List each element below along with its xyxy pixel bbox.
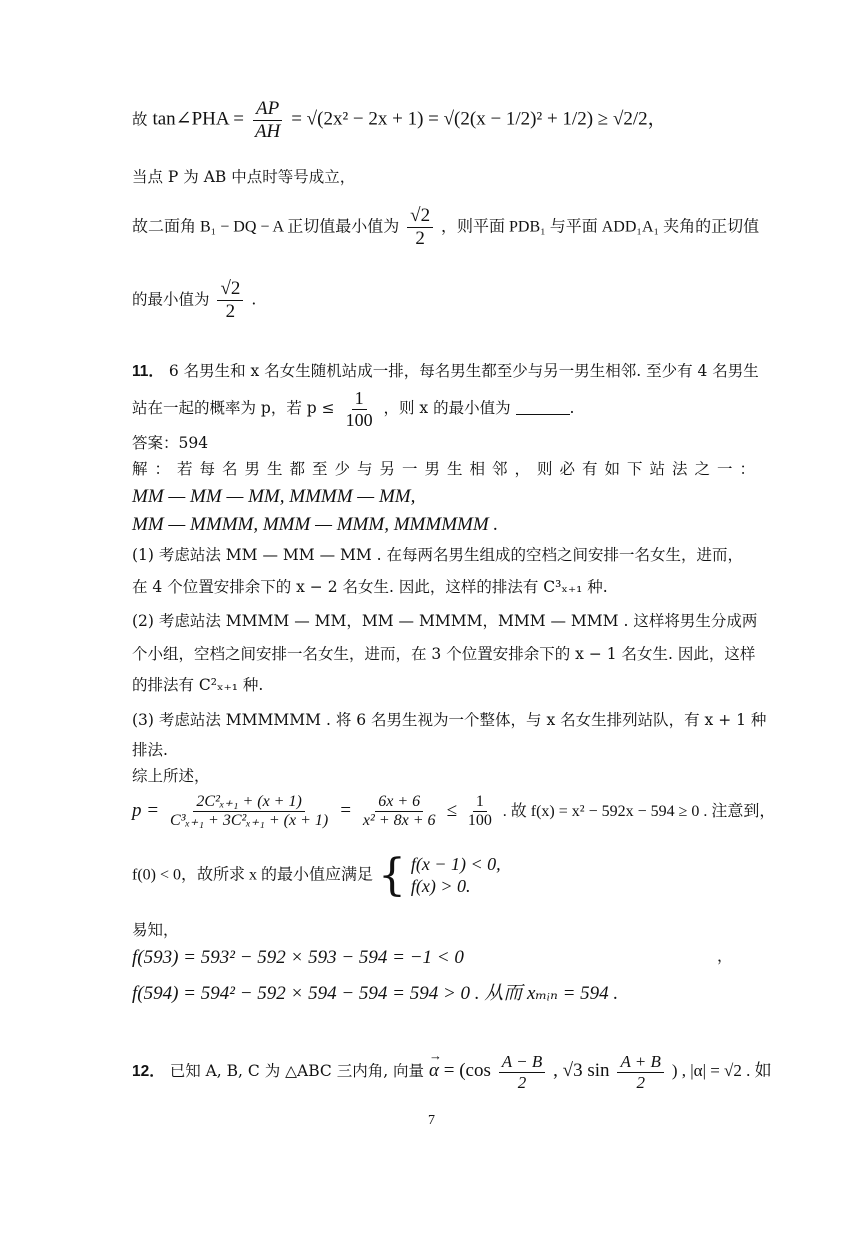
line-equality-condition: 当点 P 为 AB 中点时等号成立， bbox=[132, 168, 356, 186]
min-value-text: 的最小值为 bbox=[132, 290, 210, 309]
answer-blank bbox=[516, 414, 570, 415]
text-prefix: 故 bbox=[132, 110, 148, 129]
q11-solution-intro: 解：若每名男生都至少与另一男生相邻，则必有如下站法之一： bbox=[132, 460, 763, 478]
q12-text-b: = (cos bbox=[443, 1060, 491, 1082]
q11-case2-line3: 的排法有 C²ₓ₊₁ 种. bbox=[132, 676, 264, 694]
q12-number: 12． bbox=[132, 1063, 165, 1081]
q11-case2-line1: (2) 考虑站法 MMMM — MM，MM — MMMM，MMM — MMM . 这样将男生分成两 bbox=[132, 612, 758, 630]
line-tan-inequality bbox=[132, 98, 667, 143]
line-min-value: 的最小值为 $\frac{√2}{2}$ . bbox=[132, 278, 257, 322]
q11-case1-line1: (1) 考虑站法 MM — MM — MM . 在每两名男生组成的空档之间安排一名女生，进而， bbox=[132, 546, 744, 564]
q11-case2-line2: 个小组，空档之间安排一名女生，进而，在 3 个位置安排余下的 x − 1 名女生. 因此，这样 bbox=[132, 645, 756, 663]
q11-case1-line2: 在 4 个位置安排余下的 x − 2 名女生. 因此，这样的排法有 C³ₓ₊₁ 种. bbox=[132, 578, 608, 596]
sqrt2-over-2-fraction-b: $\frac{√2}{2}$ bbox=[217, 278, 243, 323]
f-inequality-text: . 故 f(x) = x² − 592x − 594 ≥ 0 . 注意到， bbox=[502, 802, 776, 820]
case-2: f(x) > 0. bbox=[410, 875, 471, 896]
q11-f593-comma: ， bbox=[717, 947, 733, 965]
q11-stem2-text-a: 站在一起的概率为 p，若 p ≤ bbox=[132, 399, 335, 418]
a-plus-b-over-2: $\frac{A + B}{2}$ bbox=[617, 1052, 663, 1092]
tan-expression: tan∠PHA = bbox=[152, 108, 245, 130]
left-brace: { bbox=[377, 849, 406, 901]
q11-case3-line2: 排法. bbox=[132, 741, 168, 759]
q11-arrangement-line1: MM — MM — MM, MMMM — MM, bbox=[132, 486, 416, 507]
q11-stem2-text-b: ，则 x 的最小值为 bbox=[383, 399, 511, 418]
q11-condition-line bbox=[132, 849, 501, 901]
q12-text-a: 已知 A, B, C 为 △ABC 三内角, 向量 bbox=[169, 1062, 425, 1081]
p-fraction-left: $\frac{\text{2C²ₓ₊₁ + (x + 1)}}{\text{C³ₓ₊₁ + 3C²ₓ₊₁ + (x + 1)}}$ bbox=[170, 793, 329, 830]
q11-case3-line1: (3) 考虑站法 MMMMMM . 将 6 名男生视为一个整体，与 x 名女生排列站队，有 x + 1 种 bbox=[132, 711, 767, 729]
line-dihedral-angle bbox=[132, 205, 759, 250]
q12-text-d: ) , |α| = √2 . 如 bbox=[671, 1061, 772, 1081]
ap-over-ah-fraction: $\frac{AP}{AH}$ bbox=[254, 98, 281, 142]
q11-stem1-text: 6 名男生和 x 名女生随机站成一排，每名男生都至少与另一男生相邻. 至少有 4 名男生 bbox=[168, 362, 759, 380]
vector-alpha: → α bbox=[429, 1048, 442, 1082]
cases-system bbox=[411, 854, 501, 897]
page-number: 7 bbox=[428, 1113, 435, 1128]
sqrt2-over-2-fraction-a: $\frac{√2}{2}$ bbox=[407, 205, 433, 250]
q11-answer: 答案：594 bbox=[132, 434, 209, 452]
q11-f593-line: f(593) = 593² − 592 × 593 − 594 = −1 < 0 bbox=[132, 947, 464, 968]
q11-summary: 综上所述， bbox=[132, 767, 210, 785]
q11-stem-line1 bbox=[132, 362, 759, 382]
q11-easy-to-know: 易知， bbox=[132, 921, 179, 939]
one-over-100-fraction: $\frac{1}{100}$ bbox=[345, 388, 373, 430]
vector-arrow-icon: → bbox=[429, 1048, 442, 1064]
sqrt-inequality-chain: = √(2x² − 2x + 1) = √(2(x − 1/2)² + 1/2) ≥ √2/2， bbox=[291, 108, 667, 130]
q12-stem-line1 bbox=[132, 1048, 772, 1092]
q11-arrangement-line2: MM — MMMM, MMM — MMM, MMMMMM . bbox=[132, 514, 499, 535]
q11-f594-line: f(594) = 594² − 592 × 594 − 594 = 594 > 0 . 从而 xₘᵢₙ = 594 . bbox=[132, 983, 619, 1004]
p-fraction-right: $\frac{1}{100}$ bbox=[467, 793, 492, 830]
dihedral-text-b: ，则平面 PDB₁ 与平面 ADD₁A₁ 夹角的正切值 bbox=[441, 218, 760, 236]
dihedral-text-a: 故二面角 B₁ − DQ − A 正切值最小值为 bbox=[132, 218, 400, 236]
q11-number: 11． bbox=[132, 363, 164, 380]
q11-probability-equation: p = $\frac{\text{2C²ₓ₊₁ + (x + 1)}}{\text{C³ₓ₊₁ + 3C²ₓ₊₁ + (x + 1)}}$ = $\frac{6x + 6}{\text{x² + 8x + 6}}$ ≤ $\frac{1}{100}$ . 故 f(x) = x² − 592x − 594 ≥ 0 . 注意到， bbox=[132, 793, 776, 830]
p-fraction-mid: $\frac{6x + 6}{\text{x² + 8x + 6}}$ bbox=[362, 793, 436, 830]
q12-text-c: , √3 sin bbox=[553, 1060, 610, 1082]
case-1: f(x − 1) < 0, bbox=[410, 854, 501, 874]
a-minus-b-over-2: $\frac{A - B}{2}$ bbox=[499, 1052, 545, 1092]
period: . bbox=[569, 399, 575, 418]
q11-stem-line2 bbox=[132, 388, 574, 430]
f0-text: f(0) < 0，故所求 x 的最小值应满足 bbox=[132, 866, 374, 884]
